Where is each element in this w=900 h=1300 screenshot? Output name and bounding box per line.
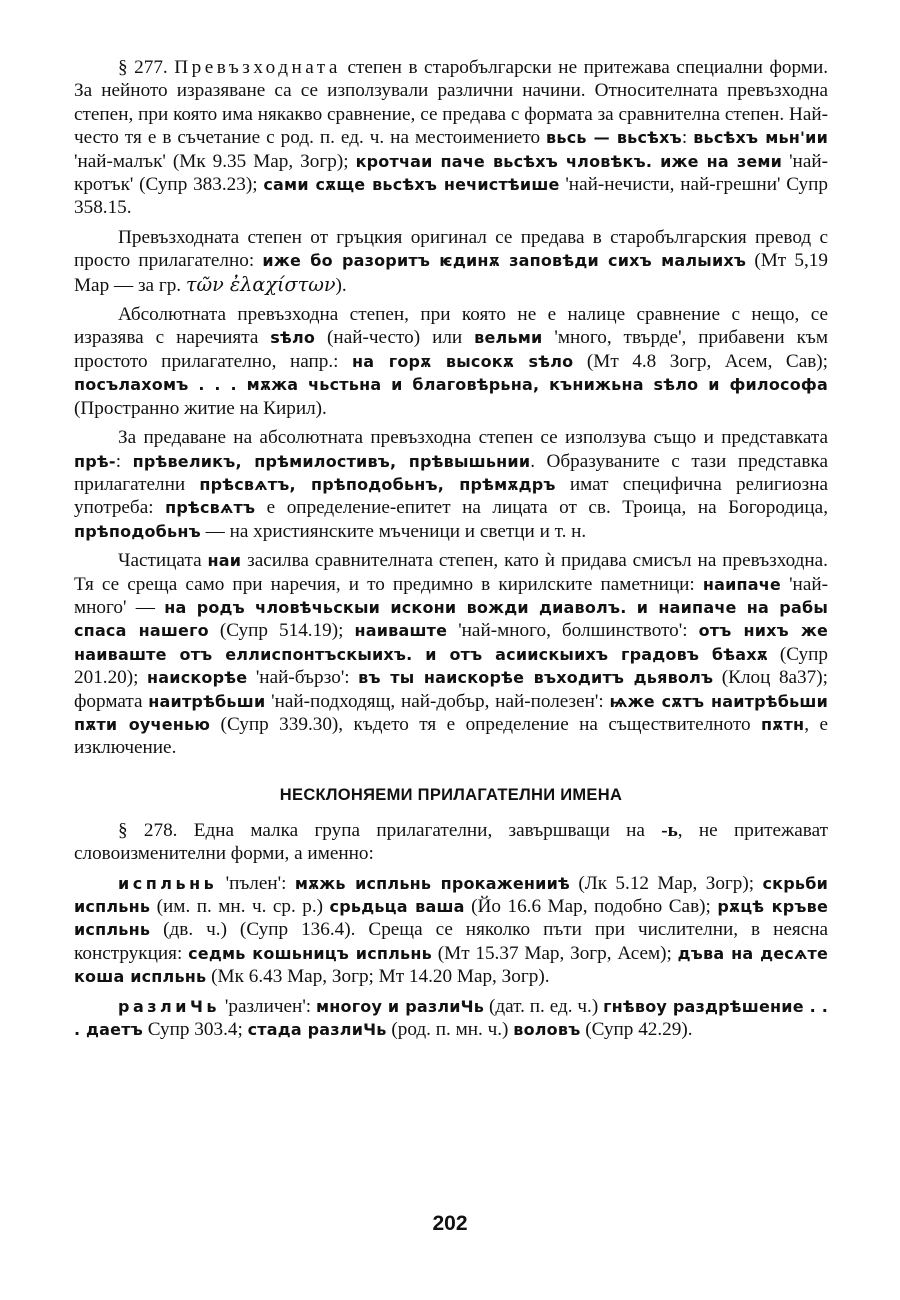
section-number: § 277.	[118, 57, 175, 78]
text-run: (род. п. мн. ч.)	[386, 1019, 514, 1041]
text-run: — на християнските мъченици и светци и т. н.	[200, 520, 587, 542]
church-slavonic-text: мѫжь испльнь прокаженииѣ	[294, 873, 570, 893]
church-slavonic-text: наитрѣбьши	[148, 691, 266, 711]
text-run: 'най-бързо':	[247, 667, 359, 689]
church-slavonic-text: стада разлиЧь	[247, 1020, 387, 1040]
church-slavonic-text: сами сѫще вьсѣхъ нечистѣише	[263, 175, 560, 195]
text-run: (Супр 42.29).	[580, 1019, 693, 1041]
text-run: 'най-нечисти, най-грешни' Супр 358.15.	[74, 174, 828, 219]
church-slavonic-text: наискорѣе	[147, 668, 248, 688]
church-slavonic-text: вьсѣхъ мьн'ии	[693, 128, 828, 148]
church-slavonic-text: прѣсвѧтъ	[165, 498, 256, 518]
text-run: ).	[335, 274, 347, 296]
church-slavonic-text: прѣсвѧтъ, прѣподобьнъ, прѣмѫдръ	[199, 474, 556, 494]
text-run: (Мт 15.37 Мар, Зогр, Асем);	[431, 942, 678, 964]
text-run: (Клоц 8а37); формата	[74, 667, 828, 712]
church-slavonic-text: прѣподобьнъ	[74, 521, 201, 541]
paragraph-particle-nai	[74, 549, 828, 760]
church-slavonic-text: прѣ-	[74, 451, 116, 471]
text-run: . Образуваните с тази представка прилагателни	[74, 450, 828, 495]
church-slavonic-text: многоу и разлиЧь	[315, 996, 485, 1016]
text-run: 'много, твърде', прибавени към простото прилагателно, напр.:	[74, 327, 828, 372]
suffix-text: -ь	[661, 819, 678, 841]
church-slavonic-text: ѕѣло	[270, 328, 316, 348]
text-run: степен в старобългарски не притежава специални форми. За нейното изразяване са се използували различни начини. Относителната превъзходна степен, при която има някакво сравнение, се предава с формата за сравнителна степен. Най-често тя е в съчетание с род. п. ед. ч. на местоимението	[74, 57, 829, 149]
text-run: (Лк 5.12 Мар, Зогр);	[569, 872, 763, 894]
church-slavonic-text: на родъ чловѣчьскыи искони вожди диаволъ. и наипаче на рабы спаса нашего	[74, 597, 828, 641]
church-slavonic-text: скрьби испльнь	[74, 873, 828, 916]
text-run: (дат. п. ед. ч.)	[484, 995, 604, 1017]
text-run: Превъзходната степен от гръцкия оригинал се предава в старобългарския превод с просто прилагателно:	[74, 226, 828, 272]
church-slavonic-text: въ ты наискорѣе въходитъ дьяволъ	[358, 668, 714, 688]
church-slavonic-text: кротчаи паче вьсѣхъ чловѣкъ. иже на земи	[355, 151, 783, 171]
text-run: 'най-подходящ, най-добър, най-полезен':	[265, 690, 610, 712]
paragraph-prefix-pre	[74, 426, 828, 543]
church-slavonic-text: наиваште	[354, 621, 448, 641]
church-slavonic-text: ѩже сѫтъ наитрѣбьши пѫти оученью	[74, 691, 828, 734]
text-run: За предаване на абсолютната превъзходна степен се използува също и представката	[118, 427, 828, 449]
text-run: (Супр 201.20);	[74, 643, 828, 689]
text-run: (Пространно житие на Кирил).	[74, 397, 327, 419]
text-run: засилва сравнителната степен, като ѝ придава смисъл на превъзходна. Тя се среща само при наречия, и то предимно в кирилските паметници:	[74, 550, 828, 595]
text-run: 'най-кротък' (Супр 383.23);	[74, 150, 828, 196]
church-slavonic-text: воловъ	[513, 1020, 581, 1040]
church-slavonic-text: прѣвеликъ, прѣмилостивъ, прѣвышьнии	[132, 451, 531, 471]
text-run: § 278. Една малка група прилагателни, завършващи на	[118, 819, 662, 841]
text-run: 'най-много, болшинството':	[447, 620, 699, 642]
church-slavonic-text: посълахомъ . . . мѫжа чьстьна и благовѣрьна, кънижьна ѕѣло и философа	[74, 375, 828, 395]
church-slavonic-text: срьдьца ваша	[329, 897, 465, 916]
church-slavonic-text: наипаче	[702, 574, 781, 594]
text-run: Частицата	[118, 550, 208, 572]
spaced-term: Превъзходната	[174, 57, 341, 78]
text-run: (най-често) или	[315, 327, 475, 349]
text-run: :	[681, 127, 694, 149]
text-run: (Мк 6.43 Мар, Зогр; Мт 14.20 Мар, Зогр).	[206, 966, 550, 988]
text-run: 'пълен':	[217, 872, 295, 894]
church-slavonic-text: рѫцѣ кръве испльнь	[74, 897, 828, 940]
text-run: Супр 303.4;	[142, 1019, 248, 1041]
text-run: (дв. ч.) (Супр 136.4). Среща се няколко пъти при числителни, в неясна конструкция:	[74, 919, 828, 964]
paragraph-razlich	[74, 995, 828, 1042]
page-body	[74, 56, 828, 1047]
text-run: 'най-малък' (Мк 9.35 Мар, Зогр);	[74, 150, 356, 172]
church-slavonic-headword: разлиЧь	[118, 996, 221, 1016]
church-slavonic-text: иже бо разоритъ ѥдинѫ заповѣди сихъ малыихъ	[262, 251, 747, 271]
church-slavonic-text: вельми	[474, 328, 543, 348]
page-number: 202	[432, 1212, 468, 1235]
text-run: 'най-много' —	[74, 573, 828, 618]
paragraph-277	[74, 56, 828, 220]
greek-text: τῶν ἐλαχίστων	[185, 272, 336, 296]
text-run: , не притежават словоизменителни форми, а именно:	[74, 819, 828, 865]
text-run: 'различен':	[220, 995, 316, 1017]
church-slavonic-text: дъва на десѧте коша испльнь	[74, 943, 828, 987]
text-run: (Мт 5,19 Мар — за гр.	[74, 250, 828, 296]
text-run: (Йо 16.6 Мар, подобно Сав);	[464, 896, 718, 917]
paragraph-greek-original	[74, 226, 828, 297]
paragraph-ispln	[74, 872, 828, 989]
text-run: (им. п. мн. ч. ср. р.)	[150, 896, 330, 917]
text-run: (Мт 4.8 Зогр, Асем, Сав);	[573, 350, 828, 372]
church-slavonic-text: пѫтн	[761, 714, 805, 734]
church-slavonic-text: отъ нихъ же наиваште отъ еллиспонтъскыихъ. и отъ асиискыихъ градовъ бѣахѫ	[74, 621, 828, 664]
church-slavonic-text: седмь кошьницъ испльнь	[188, 943, 432, 963]
text-run: :	[115, 450, 133, 472]
paragraph-absolute-superlative	[74, 303, 828, 420]
church-slavonic-headword: испльнь	[118, 873, 218, 893]
section-heading: НЕСКЛОНЯЕМИ ПРИЛАГАТЕЛНИ ИМЕНА	[279, 785, 623, 804]
text-run: (Супр 339.30), където тя е определение на съществителното	[210, 713, 762, 735]
text-run: имат специфична религиозна употреба:	[74, 473, 828, 519]
text-run: е определение-епитет на лицата от св. Троица, на Богородица,	[255, 497, 828, 519]
church-slavonic-text: гнѣвоу раздрѣшение . . . даетъ	[74, 996, 828, 1040]
text-run: , е изключение.	[74, 713, 828, 759]
text-run: (Супр 514.19);	[208, 620, 355, 642]
text-run: Абсолютната превъзходна степен, при която не е налице сравнение с нещо, се изразява с наречията	[74, 304, 828, 349]
church-slavonic-text: наи	[207, 551, 242, 571]
church-slavonic-text: на горѫ высокѫ ѕѣло	[352, 351, 574, 371]
paragraph-278	[74, 819, 828, 866]
church-slavonic-text: вьсь — вьсѣхъ	[546, 128, 682, 148]
